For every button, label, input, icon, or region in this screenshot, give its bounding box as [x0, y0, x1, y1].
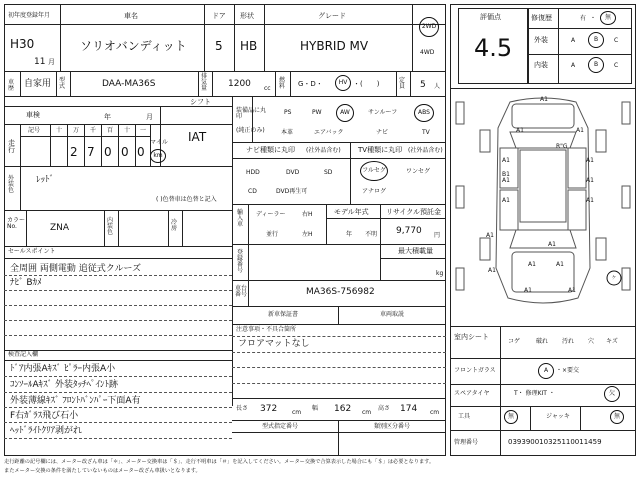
front-glass-options: ・×要交 [556, 367, 580, 374]
cooler-label: 冷房 [171, 219, 178, 232]
color-code: ZNA [50, 223, 70, 233]
interior-grade-c: C [614, 62, 619, 69]
mileage-unit-km-circle: km [150, 149, 166, 163]
model-year-label: モデル年式 [334, 208, 369, 216]
digit-header: 万 [73, 127, 80, 134]
height-unit: cm [430, 409, 440, 416]
inspection-month-unit: 月 [146, 113, 153, 121]
recycle-amount: 9,770 [396, 226, 422, 236]
inspector-note-line: ﾍｯﾄﾞﾗｲﾄｸﾘｱ剥がれ [10, 426, 83, 436]
exterior-color: ﾚｯﾄﾞ [36, 175, 55, 185]
damage-mark: B1 [502, 171, 510, 178]
manual-label: 車両取説 [380, 311, 405, 318]
shift-value: IAT [188, 130, 207, 144]
interior-grade-a: A [571, 62, 576, 69]
inspector-note-line: ﾄﾞｱ内張Aｷｽﾞ ﾋﾟﾗｰ内張A小 [10, 364, 116, 374]
height-label: 高さ [378, 405, 391, 412]
fuel-other: ・( ) [353, 80, 380, 88]
management-number: 039390010325110011459 [508, 438, 602, 446]
spare-tire-options: T・ 修理KIT ・ [514, 390, 555, 397]
circle-mark: ヶ [611, 274, 618, 281]
footer-note-2: またメーター交換の条件を満たしていないものはメーター改ざん車扱いとなります。 [4, 468, 201, 474]
mileage-label: 走行 [8, 139, 15, 154]
navi-dvd-play: DVD再生可 [276, 188, 308, 195]
jack-none-circle: 無 [610, 410, 624, 424]
tool-none-circle: 無 [504, 410, 518, 424]
mileage-digit: 0 [137, 145, 145, 159]
damage-mark: A1 [502, 197, 510, 204]
tv-type-label: TV種類に丸印 [358, 146, 403, 154]
inspector-note-line: 外装薄線ｷｽﾞ ﾌﾛﾝﾄﾊﾞﾝﾊﾟｰ下面A有 [10, 396, 141, 406]
seat-option-burn: コゲ [508, 338, 521, 345]
damage-mark: A1 [488, 267, 496, 274]
exterior-grade-c: C [614, 37, 619, 44]
seat-option-hole: 穴 [588, 338, 595, 345]
fuel-label: 燃料 [279, 77, 286, 90]
width-label: 幅 [312, 405, 319, 412]
recycle-label: リサイクル預託金 [386, 208, 442, 216]
navi-sd: SD [324, 169, 333, 176]
damage-mark: A1 [502, 177, 510, 184]
history-label: 車歴 [8, 79, 15, 92]
chassis-label: 車台番号 [235, 285, 248, 298]
caution-text: フロアマットなし [238, 339, 310, 349]
grade-label: グレード [318, 12, 346, 20]
selling-point-line: 全周囲 両側電動 追従式クルーズ [10, 264, 142, 274]
exterior-grade-a: A [571, 37, 576, 44]
front-glass-a-circle: A [538, 363, 554, 379]
seat-label: 室内シート [454, 333, 489, 341]
seat-option-stain: 汚れ [562, 338, 575, 345]
damage-mark: A1 [540, 96, 548, 103]
mileage-digit: 7 [87, 145, 95, 159]
import-dealer: ディーラー [256, 211, 286, 218]
model-year-unknown: 不明 [365, 231, 378, 238]
tool-label: 工具 [458, 413, 471, 420]
seat-option-tear: 破れ [536, 338, 549, 345]
capacity: 5 [420, 80, 426, 90]
door-count: 5 [215, 39, 223, 53]
spare-tire-label: スペアタイヤ [454, 390, 490, 397]
interior-color-label: 内装色 [107, 217, 114, 236]
length-value: 372 [260, 404, 278, 414]
length-label: 長さ [236, 405, 249, 412]
score-label: 評価点 [480, 13, 501, 21]
use-type: 自家用 [24, 79, 52, 89]
navi-hdd: HDD [246, 169, 260, 176]
car-diagram [450, 88, 636, 326]
capacity-unit: 人 [434, 83, 441, 90]
car-name-label: 車名 [124, 12, 138, 20]
digit-header: 十 [56, 127, 63, 134]
inspector-note-line: ｺﾝｿｰﾙAｷｽﾞ 外装ﾀｯﾁﾍﾟｲﾝﾄ跡 [10, 380, 119, 390]
inspection-label: 車検 [26, 111, 40, 119]
equip-pw: PW [312, 109, 322, 116]
digit-header: 百 [107, 127, 114, 134]
seat-option-scratch: キズ [606, 338, 618, 345]
equip-ps: PS [284, 109, 292, 116]
damage-mark: A1 [502, 157, 510, 164]
yen-unit: 円 [434, 232, 441, 239]
equip-navi: ナビ [376, 129, 389, 136]
equip-aw-circle: AW [336, 104, 354, 122]
exterior-grade-b-circle: B [588, 32, 604, 48]
exterior-grade-label: 外装 [534, 36, 548, 44]
tv-oneseg: ワンセグ [406, 168, 431, 175]
score-value: 4.5 [474, 34, 513, 62]
color-change-note: ( )色替車は色替と記入 [156, 196, 217, 203]
import-right-hand: 右H [302, 211, 313, 218]
shape-label: 形状 [240, 12, 254, 20]
navi-type-note: (社外品含む) [306, 147, 341, 154]
width-value: 162 [334, 404, 352, 414]
digit-header: 一 [140, 127, 147, 134]
inspector-note-line: F右ｶﾞﾗｽ飛び石小 [10, 411, 79, 421]
mileage-digit: 2 [70, 145, 78, 159]
damage-mark: A1 [516, 127, 524, 134]
chassis-number: MA36S-756982 [306, 287, 375, 297]
damage-mark: A1 [586, 157, 594, 164]
grade: HYBRID MV [300, 39, 369, 53]
body-shape: HB [240, 39, 258, 53]
length-unit: cm [292, 409, 302, 416]
inspector-notes-label: 検査記入欄 [8, 351, 39, 358]
capacity-label: 定員 [399, 77, 406, 90]
width-unit: cm [362, 409, 372, 416]
repair-none-circle: 無 [600, 11, 616, 25]
import-parallel: 並行 [266, 231, 279, 238]
door-label: ドア [212, 12, 226, 20]
mileage-unit-mile: マイル [150, 139, 168, 146]
damage-mark: A1 [586, 197, 594, 204]
first-reg-month: 11 [34, 57, 46, 67]
equip-sunroof: サンルーフ [368, 109, 398, 116]
model-year-unit: 年 [346, 231, 353, 238]
equip-leather: 本革 [281, 129, 294, 136]
damage-mark: A1 [486, 232, 494, 239]
selling-points-label: セールスポイント [8, 248, 56, 255]
mileage-digit: 0 [121, 145, 129, 159]
navi-type-label: ナビ種類に丸印 [246, 146, 295, 154]
equip-tv: TV [422, 129, 430, 136]
inspection-year-unit: 年 [104, 113, 111, 121]
displacement-label: 排気量 [201, 73, 208, 92]
kg-unit: kg [436, 270, 444, 277]
tv-analog: アナログ [362, 188, 387, 195]
damage-mark: A1 [576, 127, 584, 134]
cc-unit: cc [264, 85, 271, 92]
navi-cd: CD [248, 188, 257, 195]
category-label: 類別区分番号 [374, 423, 411, 430]
import-left-hand: 左H [302, 231, 313, 238]
equipment-sublabel: (純正のみ) [236, 127, 265, 134]
damage-mark: A1 [586, 177, 594, 184]
fuel-hv-circle: HV [335, 75, 351, 91]
first-reg-label: 初年度登録年月 [8, 12, 51, 19]
damage-mark: A1 [528, 261, 536, 268]
mileage-digit: 0 [104, 145, 112, 159]
damage-mark: A1 [548, 241, 556, 248]
repair-separator: ・ [590, 15, 597, 22]
interior-grade-b-circle: B [588, 57, 604, 73]
caution-label: 注意事項・不具合箇所 [236, 326, 297, 333]
import-label: 輸入車 [237, 209, 244, 228]
front-glass-label: フロントガラス [454, 367, 496, 374]
interior-grade-label: 内装 [534, 61, 548, 69]
digit-header: 千 [90, 127, 97, 134]
height-value: 174 [400, 404, 418, 414]
equipment-label: 装備品に丸印 [236, 107, 267, 120]
management-label: 管理番号 [454, 439, 479, 446]
exterior-color-label: 外装色 [8, 175, 15, 194]
fuel-options: G・D・ [298, 80, 323, 88]
damage-mark: A1 [524, 287, 532, 294]
equip-airbag: エアバック [314, 129, 344, 136]
plate-label: 登録番号 [237, 249, 244, 274]
first-reg-year: H30 [10, 37, 35, 51]
drive-4wd: 4WD [420, 49, 435, 56]
selling-point-line: ﾅﾋﾞ Bｶﾒ [10, 278, 42, 288]
color-code-label: カラーNo. [7, 217, 26, 230]
tv-fullseg-circle: フルセグ [360, 161, 388, 181]
shift-label: シフト [190, 98, 211, 106]
navi-dvd: DVD [286, 169, 300, 176]
equip-abs-circle: ABS [414, 104, 434, 122]
jack-label: ジャッキ [546, 413, 570, 420]
max-load-label: 最大積載量 [398, 247, 433, 255]
damage-mark: A1 [568, 287, 576, 294]
model-type-label: 型式 [59, 77, 66, 90]
footer-note-1: 走行距離の記号欄には、メーター改ざん車は「＊」、メーター交換車は「＄」、走行不明車は「＃」を記入してください。メーター交換で合算表示した場合にも「＄」は必要となります。 [4, 459, 435, 465]
repair-option-yes: 有 [580, 15, 587, 22]
warranty-label: 新車保証書 [268, 311, 299, 318]
drive-2wd-circle: 2WD [419, 17, 439, 37]
digit-header: 十 [124, 127, 131, 134]
repair-history-label: 修復歴 [531, 14, 552, 22]
tv-type-note: (社外品含む) [408, 147, 443, 154]
displacement: 1200 [228, 79, 251, 89]
spare-missing-circle: 欠 [604, 386, 620, 402]
model-type: DAA-MA36S [102, 79, 156, 89]
digit-header-sign: 記号 [28, 127, 41, 134]
damage-mark: A1 [556, 261, 564, 268]
type-designation-label: 型式指定番号 [262, 423, 299, 430]
car-name: ソリオバンディット [80, 39, 187, 53]
first-reg-month-unit: 月 [48, 58, 55, 66]
glass-mark: R"G [556, 143, 568, 150]
